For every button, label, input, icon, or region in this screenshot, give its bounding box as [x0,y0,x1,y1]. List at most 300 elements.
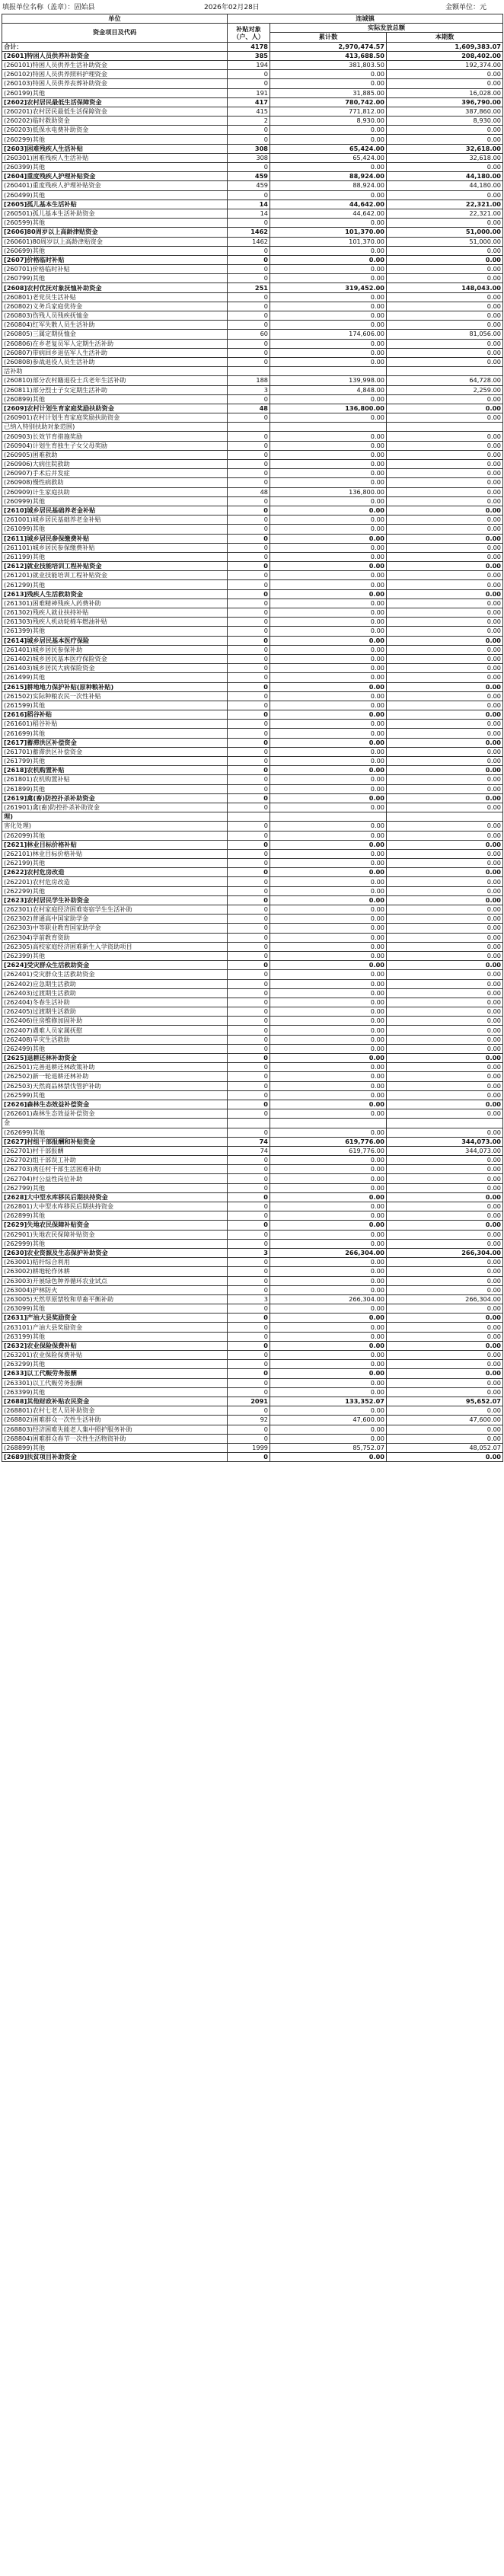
recipient-count: 0 [228,163,270,172]
table-row [2,487,503,496]
item-name: (263201)农业保险保费补贴 [2,1351,228,1360]
table-row [2,1081,503,1090]
current-amount: 0.00 [387,933,503,942]
current-amount: 0.00 [387,1100,503,1109]
item-name: [2601]特困人员供养补助资金 [2,51,228,60]
current-amount: 0.00 [387,775,503,784]
cumulative-amount: 0.00 [270,766,387,775]
item-name: (262403)过渡期生活救助 [2,988,228,998]
current-amount: 0.00 [387,1081,503,1090]
cumulative-header: 累计数 [270,33,387,42]
item-name: [2616]稻谷补贴 [2,710,228,720]
table-row [2,552,503,561]
cumulative-amount: 0.00 [270,534,387,543]
recipient-count: 0 [228,757,270,766]
item-name: (263004)护林防火 [2,1285,228,1294]
item-name: [2689]扶贫项目补助资金 [2,1453,228,1462]
item-name: (260806)在乡老复员军人定期生活补助 [2,339,228,348]
category-row [2,200,503,209]
recipient-count: 0 [228,1285,270,1294]
category-row [2,97,503,107]
recipient-count: 60 [228,330,270,339]
table-row [2,1183,503,1192]
town-header: 连城镇 [228,14,503,24]
current-amount: 0.00 [387,1378,503,1387]
cumulative-amount: 0.00 [270,506,387,515]
table-row [2,1276,503,1285]
current-amount: 0.00 [387,339,503,348]
total-cumulative: 2,970,474.57 [270,42,387,51]
item-name: (260803)伤残人员残疾抚恤金 [2,311,228,321]
recipient-count: 0 [228,1267,270,1276]
current-amount: 0.00 [387,1230,503,1239]
recipient-count: 0 [228,1425,270,1434]
recipient-count: 0 [228,413,270,423]
table-row [2,933,503,942]
current-amount: 0.00 [387,1192,503,1202]
category-row [2,840,503,849]
item-name: (260805)三属定期抚恤金 [2,330,228,339]
recipient-count: 0 [228,1165,270,1174]
current-amount: 192,374.00 [387,60,503,69]
table-row [2,1165,503,1174]
recipient-count: 0 [228,1453,270,1462]
item-name: (262406)住房维修加固补助 [2,1017,228,1026]
table-row [2,153,503,162]
cumulative-amount: 413,688.50 [270,51,387,60]
cumulative-amount: 771,812.00 [270,107,387,116]
item-name: (262501)完善退耕还林政策补助 [2,1063,228,1072]
current-amount: 344,073.00 [387,1146,503,1155]
table-row [2,924,503,933]
cumulative-amount: 0.00 [270,840,387,849]
current-amount: 0.00 [387,543,503,552]
table-row [2,580,503,589]
item-name: (260499)其他 [2,190,228,200]
recipient-count: 0 [228,219,270,228]
report-header [0,2,504,12]
recipient-count [228,423,270,432]
cumulative-amount: 101,370.00 [270,228,387,237]
current-amount: 0.00 [387,246,503,255]
category-row [2,534,503,543]
item-name: (260907)手术后并发症 [2,469,228,478]
cumulative-amount: 0.00 [270,255,387,264]
item-name: [2605]孤儿基本生活补贴 [2,200,228,209]
current-amount: 0.00 [387,618,503,627]
recipient-count: 0 [228,979,270,988]
cumulative-amount [270,1119,387,1128]
item-name: (261001)城乡居民基础养老金补贴 [2,516,228,525]
recipient-count: 0 [228,469,270,478]
recipient-count: 0 [228,599,270,608]
recipient-count: 0 [228,840,270,849]
total-label: 合计： [2,42,228,51]
item-name: (262301)农村家庭经济困难寄宿学生生活补助 [2,905,228,915]
recipient-count: 0 [228,1044,270,1053]
table-row [2,859,503,868]
item-name: (268802)困难群众一次性生活补助 [2,1416,228,1425]
category-row [2,404,503,413]
cumulative-amount: 0.00 [270,886,387,895]
cumulative-amount: 0.00 [270,190,387,200]
table-row [2,627,503,636]
current-amount: 0.00 [387,496,503,506]
recipient-count: 74 [228,1146,270,1155]
category-row [2,812,503,822]
recipient-count: 0 [228,516,270,525]
cumulative-amount: 0.00 [270,478,387,487]
recipient-count: 48 [228,487,270,496]
table-row [2,265,503,274]
recipient-count: 0 [228,877,270,886]
cumulative-amount: 139,998.00 [270,376,387,385]
item-name: (260908)慢性病救助 [2,478,228,487]
table-row [2,784,503,793]
item-name: (262303)中等职业教育国家助学金 [2,924,228,933]
current-amount: 0.00 [387,1425,503,1434]
current-amount: 2,259.00 [387,385,503,394]
cumulative-amount: 0.00 [270,496,387,506]
current-amount: 0.00 [387,534,503,543]
recipient-count: 0 [228,627,270,636]
recipient-count: 0 [228,691,270,701]
recipient-count: 0 [228,506,270,515]
item-name: (262399)其他 [2,951,228,960]
cumulative-amount: 0.00 [270,673,387,682]
item-name: (263399)其他 [2,1387,228,1397]
table-row [2,775,503,784]
table-row [2,1090,503,1100]
recipient-count: 0 [228,915,270,924]
category-row [2,255,503,264]
recipient-count: 0 [228,618,270,627]
cumulative-amount: 0.00 [270,729,387,738]
table-row [2,1304,503,1314]
recipient-count: 0 [228,348,270,357]
current-amount: 0.00 [387,793,503,803]
table-row [2,1443,503,1452]
current-amount: 0.00 [387,506,503,515]
cumulative-amount: 0.00 [270,432,387,441]
current-amount: 0.00 [387,747,503,756]
current-amount: 266,304.00 [387,1294,503,1304]
recipient-count: 0 [228,720,270,729]
cumulative-amount: 0.00 [270,219,387,228]
cumulative-amount: 266,304.00 [270,1294,387,1304]
table-row [2,1258,503,1267]
cumulative-amount: 101,370.00 [270,237,387,246]
item-name: [2604]重度残疾人护理补贴资金 [2,172,228,181]
current-amount: 387,860.00 [387,107,503,116]
recipient-count: 0 [228,274,270,283]
filing-unit-label: 填报单位名称（盖章）：固始县 [2,4,95,11]
cumulative-amount: 85,752.07 [270,1443,387,1452]
current-amount: 0.00 [387,849,503,858]
current-amount: 95,652.07 [387,1397,503,1406]
current-amount [387,1119,503,1128]
recipient-count: 0 [228,1026,270,1035]
item-name: [2632]农业保险保费补贴 [2,1341,228,1350]
recipient-count: 0 [228,664,270,673]
category-row [2,1137,503,1146]
item-name: (261599)其他 [2,701,228,710]
table-row [2,107,503,116]
cumulative-amount: 0.00 [270,1239,387,1248]
current-amount: 22,321.00 [387,200,503,209]
table-row [2,831,503,840]
item-name: (260401)重度残疾人护理补贴资金 [2,181,228,190]
current-amount: 0.00 [387,311,503,321]
current-amount: 0.00 [387,265,503,274]
cumulative-amount: 0.00 [270,951,387,960]
item-name: (261502)实际种粮农民一次性补贴 [2,691,228,701]
recipient-count: 0 [228,1100,270,1109]
cumulative-amount: 0.00 [270,1081,387,1090]
recipient-count: 3 [228,1248,270,1257]
current-amount: 0.00 [387,357,503,366]
recipient-count: 74 [228,1137,270,1146]
current-amount: 0.00 [387,886,503,895]
recipient-count: 251 [228,283,270,292]
current-amount: 0.00 [387,766,503,775]
table-row [2,126,503,135]
current-amount: 0.00 [387,321,503,330]
table-row [2,274,503,283]
cumulative-amount: 0.00 [270,1174,387,1183]
category-row [2,1341,503,1350]
recipient-count: 0 [228,1360,270,1369]
category-row [2,895,503,905]
item-name: (262199)其他 [2,859,228,868]
item-name: (262702)组干部误工补助 [2,1156,228,1165]
table-row [2,525,503,534]
cumulative-amount: 0.00 [270,1406,387,1416]
item-name: (261303)残疾人机动轮椅车燃油补贴 [2,618,228,627]
item-name: (262799)其他 [2,1183,228,1192]
table-row [2,311,503,321]
recipient-count: 0 [228,135,270,144]
category-row [2,793,503,803]
recipient-count: 0 [228,246,270,255]
recipient-count: 0 [228,1258,270,1267]
table-row [2,1406,503,1416]
table-row [2,1285,503,1294]
current-amount: 0.00 [387,70,503,79]
recipient-count: 194 [228,60,270,69]
cumulative-amount: 44,642.00 [270,200,387,209]
item-name: (260801)老党员生活补贴 [2,292,228,302]
category-row [2,636,503,645]
current-amount: 0.00 [387,571,503,580]
current-amount: 0.00 [387,460,503,469]
category-row [2,144,503,153]
recipient-count: 0 [228,450,270,459]
item-name: (261401)城乡居民参保补助 [2,645,228,654]
cumulative-amount: 0.00 [270,1128,387,1137]
recipient-count: 0 [228,441,270,450]
category-row [2,1453,503,1462]
recipient-count: 0 [228,961,270,970]
cumulative-amount [270,367,387,376]
current-amount: 0.00 [387,1304,503,1314]
recipient-count: 0 [228,933,270,942]
recipient-count: 48 [228,404,270,413]
cumulative-amount: 0.00 [270,701,387,710]
item-name: [2610]城乡居民基础养老金补贴 [2,506,228,515]
table-row [2,822,503,831]
cumulative-amount: 619,776.00 [270,1146,387,1155]
item-name: (263199)其他 [2,1332,228,1341]
cumulative-amount: 0.00 [270,1100,387,1109]
table-row [2,246,503,255]
cumulative-amount: 0.00 [270,645,387,654]
cumulative-amount: 0.00 [270,627,387,636]
current-amount: 0.00 [387,432,503,441]
cumulative-amount: 0.00 [270,1054,387,1063]
category-row [2,589,503,599]
table-row [2,1360,503,1369]
currency-unit-label: 金额单位：元 [445,4,487,11]
recipient-count: 0 [228,970,270,979]
table-row [2,1434,503,1443]
cumulative-amount: 0.00 [270,1192,387,1202]
current-amount: 0.00 [387,1026,503,1035]
item-name: (262999)其他 [2,1239,228,1248]
item-name: (260899)其他 [2,394,228,404]
cumulative-amount: 0.00 [270,895,387,905]
table-row [2,1035,503,1044]
current-amount: 0.00 [387,404,503,413]
table-row [2,701,503,710]
cumulative-amount: 0.00 [270,394,387,404]
item-name: (260102)特困人员供养照料护理资金 [2,70,228,79]
item-name: (261099)其他 [2,525,228,534]
cumulative-amount: 0.00 [270,1165,387,1174]
cumulative-amount: 0.00 [270,757,387,766]
item-name: (260999)其他 [2,496,228,506]
table-row [2,357,503,366]
recipient-count: 1462 [228,237,270,246]
recipient-count: 0 [228,1230,270,1239]
item-name: (260201)农村居民最低生活保障资金 [2,107,228,116]
item-name: (261499)其他 [2,673,228,682]
cumulative-amount: 136,800.00 [270,404,387,413]
item-name: (262599)其他 [2,1090,228,1100]
current-amount: 0.00 [387,1267,503,1276]
table-row [2,1072,503,1081]
table-row [2,219,503,228]
cumulative-amount: 0.00 [270,543,387,552]
item-name: (262101)林业目标价格补贴 [2,849,228,858]
recipient-count: 0 [228,496,270,506]
cumulative-amount: 0.00 [270,970,387,979]
paid-total-header: 实际发放总额 [270,24,503,33]
current-amount: 0.00 [387,1017,503,1026]
cumulative-amount: 0.00 [270,1453,387,1462]
item-name: [2606]80周岁以上高龄津贴资金 [2,228,228,237]
cumulative-amount: 0.00 [270,924,387,933]
cumulative-amount: 65,424.00 [270,153,387,162]
recipient-count: 0 [228,432,270,441]
current-amount: 0.00 [387,720,503,729]
current-amount: 47,600.00 [387,1416,503,1425]
current-amount: 0.00 [387,784,503,793]
cumulative-amount: 0.00 [270,1434,387,1443]
recipient-count: 0 [228,1323,270,1332]
recipient-count: 0 [228,766,270,775]
current-amount: 0.00 [387,302,503,311]
current-amount: 0.00 [387,413,503,423]
category-row [2,961,503,970]
current-amount: 0.00 [387,190,503,200]
recipient-count: 1462 [228,228,270,237]
recipient-count: 0 [228,311,270,321]
cumulative-amount: 0.00 [270,589,387,599]
current-amount: 0.00 [387,1239,503,1248]
current-amount: 0.00 [387,1369,503,1378]
item-name: [2630]农业资源及生态保护补助资金 [2,1248,228,1257]
current-amount: 344,073.00 [387,1137,503,1146]
recipient-count: 0 [228,1202,270,1211]
table-row [2,1267,503,1276]
current-amount: 0.00 [387,868,503,877]
item-name: (262304)学前教育资助 [2,933,228,942]
recipient-count: 0 [228,1332,270,1341]
cumulative-amount: 0.00 [270,691,387,701]
cumulative-amount [270,812,387,822]
table-row [2,423,503,432]
table-row [2,1109,503,1119]
table-row [2,915,503,924]
table-row [2,478,503,487]
item-name: (263101)产油大县奖励资金 [2,1323,228,1332]
current-amount [387,812,503,822]
table-row [2,385,503,394]
current-amount: 0.00 [387,831,503,840]
current-amount: 0.00 [387,673,503,682]
table-row [2,163,503,172]
cumulative-amount: 0.00 [270,339,387,348]
table-row [2,1044,503,1053]
category-row [2,766,503,775]
item-header: 资金项目及代码 [2,24,228,42]
category-row [2,1221,503,1230]
cumulative-amount: 0.00 [270,775,387,784]
category-row [2,710,503,720]
table-row [2,1211,503,1221]
cumulative-amount: 31,885.00 [270,88,387,97]
cumulative-amount: 0.00 [270,1285,387,1294]
recipient-count: 0 [228,543,270,552]
table-row [2,1351,503,1360]
cumulative-amount: 780,742.00 [270,97,387,107]
cumulative-amount: 0.00 [270,1378,387,1387]
item-name: (262407)遇难人员家属抚慰 [2,1026,228,1035]
item-name: [2614]城乡居民基本医疗保险 [2,636,228,645]
recipient-count: 0 [228,849,270,858]
current-amount: 0.00 [387,1090,503,1100]
cumulative-amount: 133,352.07 [270,1397,387,1406]
current-amount: 0.00 [387,951,503,960]
table-row [2,209,503,218]
cumulative-amount: 0.00 [270,126,387,135]
category-row [2,172,503,181]
table-row [2,1146,503,1155]
table-row [2,302,503,311]
item-name: [2631]产油大县奖励资金 [2,1314,228,1323]
recipient-count: 14 [228,200,270,209]
